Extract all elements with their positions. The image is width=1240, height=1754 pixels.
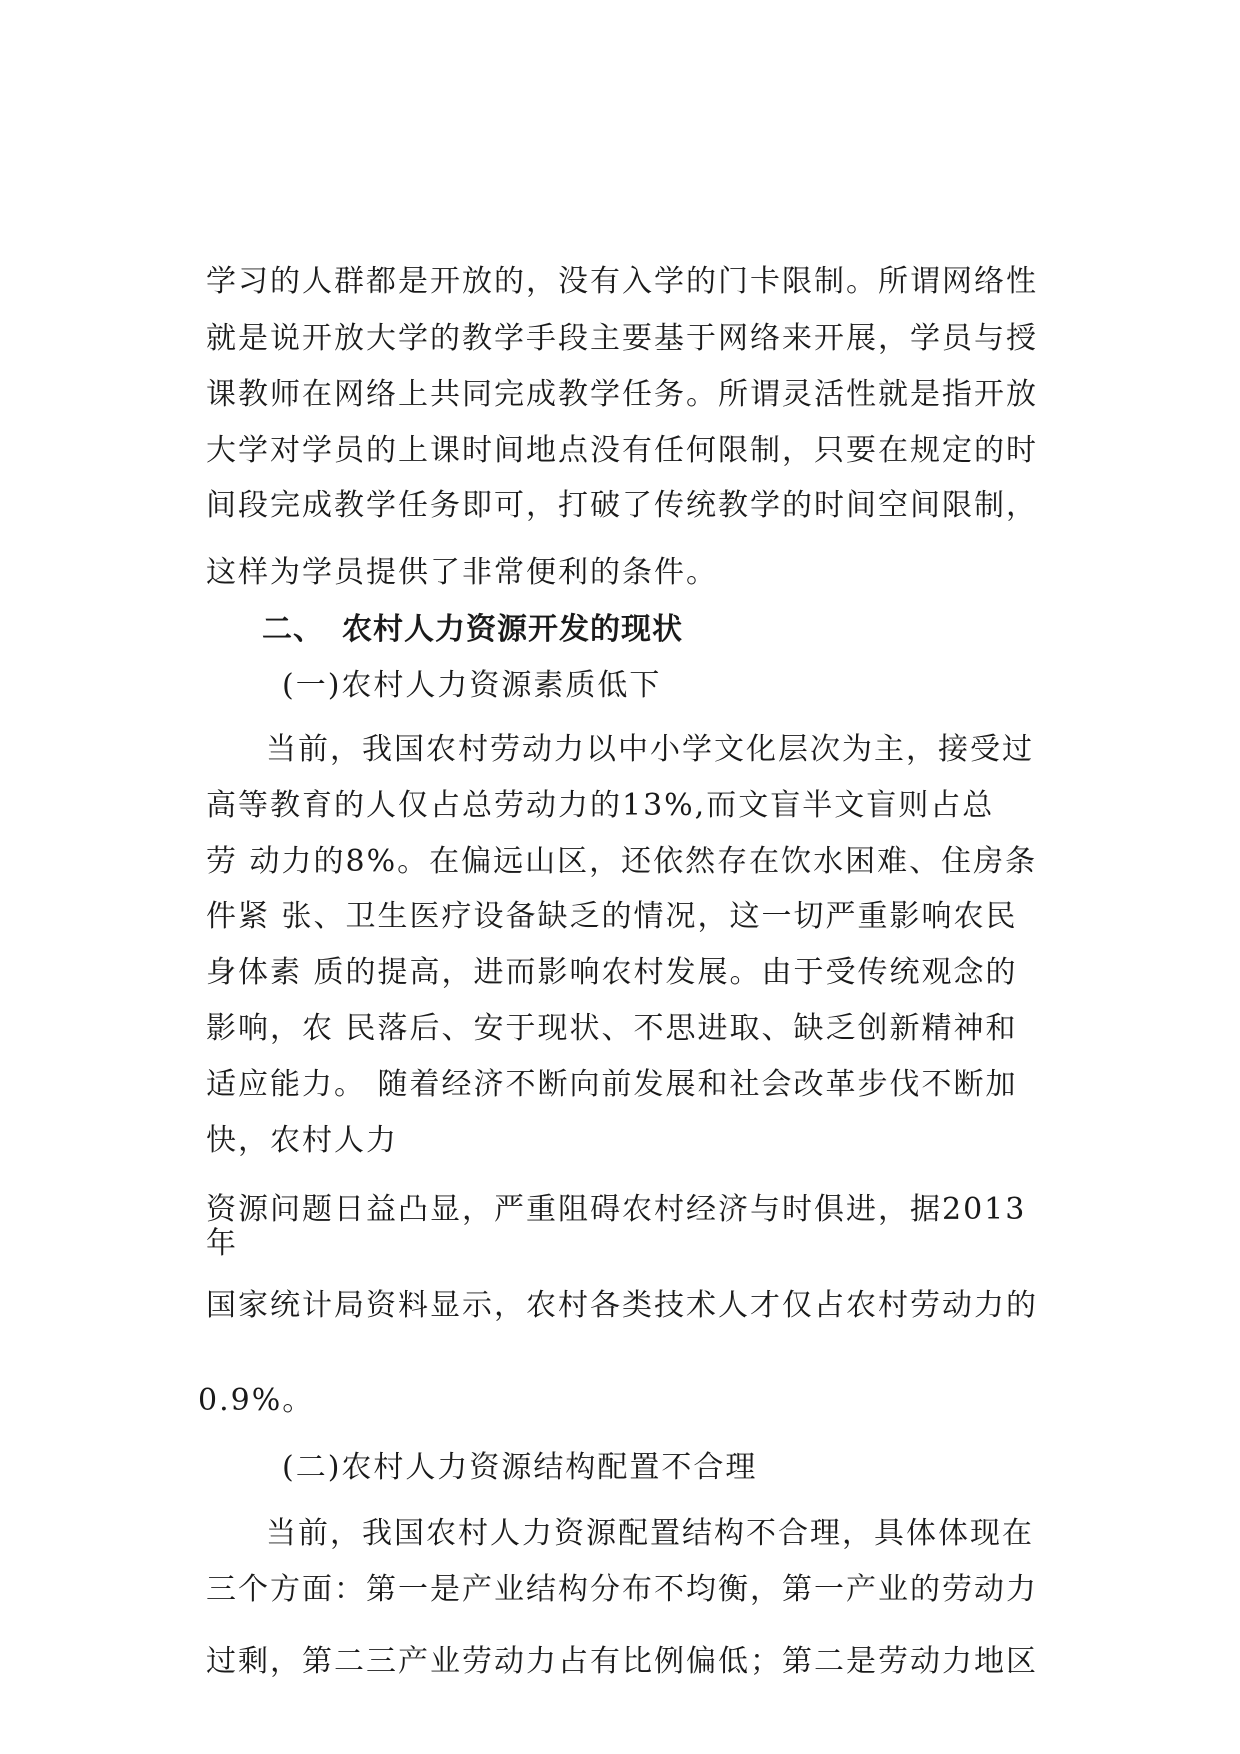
section-number: 二、 bbox=[262, 612, 324, 647]
subsection-1-line-5: 身体素 质的提高，进而影响农村发展。由于受传统观念的 bbox=[206, 955, 1018, 990]
subsection-1-line-8: 快，农村人力 bbox=[206, 1123, 398, 1158]
paragraph-1-line-4: 大学对学员的上课时间地点没有任何限制，只要在规定的时 bbox=[206, 433, 1038, 468]
subsection-1-line-3: 劳 动力的8%。在偏远山区，还依然存在饮水困难、住房条 bbox=[206, 844, 1038, 879]
paragraph-1-line-1: 学习的人群都是开放的，没有入学的门卡限制。所谓网络性 bbox=[206, 264, 1038, 299]
subsection-2-title: (二)农村人力资源结构配置不合理 bbox=[282, 1450, 758, 1485]
subsection-2-line-1: 当前，我国农村人力资源配置结构不合理，具体体现在 bbox=[266, 1516, 1034, 1551]
subsection-1-title: (一)农村人力资源素质低下 bbox=[282, 668, 662, 703]
subsection-1-line-7: 适应能力。 随着经济不断向前发展和社会改革步伐不断加 bbox=[206, 1067, 1018, 1102]
subsection-1-line-12: 0.9%。 bbox=[198, 1383, 315, 1418]
paragraph-1-line-6: 这样为学员提供了非常便利的条件。 bbox=[206, 555, 718, 590]
subsection-1-line-6: 影响，农 民落后、安于现状、不思进取、缺乏创新精神和 bbox=[206, 1011, 1018, 1046]
subsection-1-line-10: 年 bbox=[206, 1226, 238, 1261]
subsection-2-line-3: 过剩，第二三产业劳动力占有比例偏低；第二是劳动力地区 bbox=[206, 1644, 1038, 1679]
subsection-1-line-1: 当前，我国农村劳动力以中小学文化层次为主，接受过 bbox=[266, 732, 1034, 767]
paragraph-1-line-2: 就是说开放大学的教学手段主要基于网络来开展，学员与授 bbox=[206, 321, 1038, 356]
subsection-2-line-2: 三个方面：第一是产业结构分布不均衡，第一产业的劳动力 bbox=[206, 1572, 1038, 1607]
subsection-1-line-4: 件紧 张、卫生医疗设备缺乏的情况，这一切严重影响农民 bbox=[206, 899, 1018, 934]
subsection-1-line-11: 国家统计局资料显示，农村各类技术人才仅占农村劳动力的 bbox=[206, 1288, 1038, 1323]
paragraph-1-line-5: 间段完成教学任务即可，打破了传统教学的时间空间限制， bbox=[206, 488, 1038, 523]
subsection-1-line-2: 高等教育的人仅占总劳动力的13%,而文盲半文盲则占总 bbox=[206, 788, 995, 823]
section-title: 农村人力资源开发的现状 bbox=[342, 612, 683, 647]
paragraph-1-line-3: 课教师在网络上共同完成教学任务。所谓灵活性就是指开放 bbox=[206, 377, 1038, 412]
section-heading bbox=[262, 610, 1132, 650]
subsection-1-line-9: 资源问题日益凸显，严重阻碍农村经济与时俱进，据2013 bbox=[206, 1192, 1027, 1227]
